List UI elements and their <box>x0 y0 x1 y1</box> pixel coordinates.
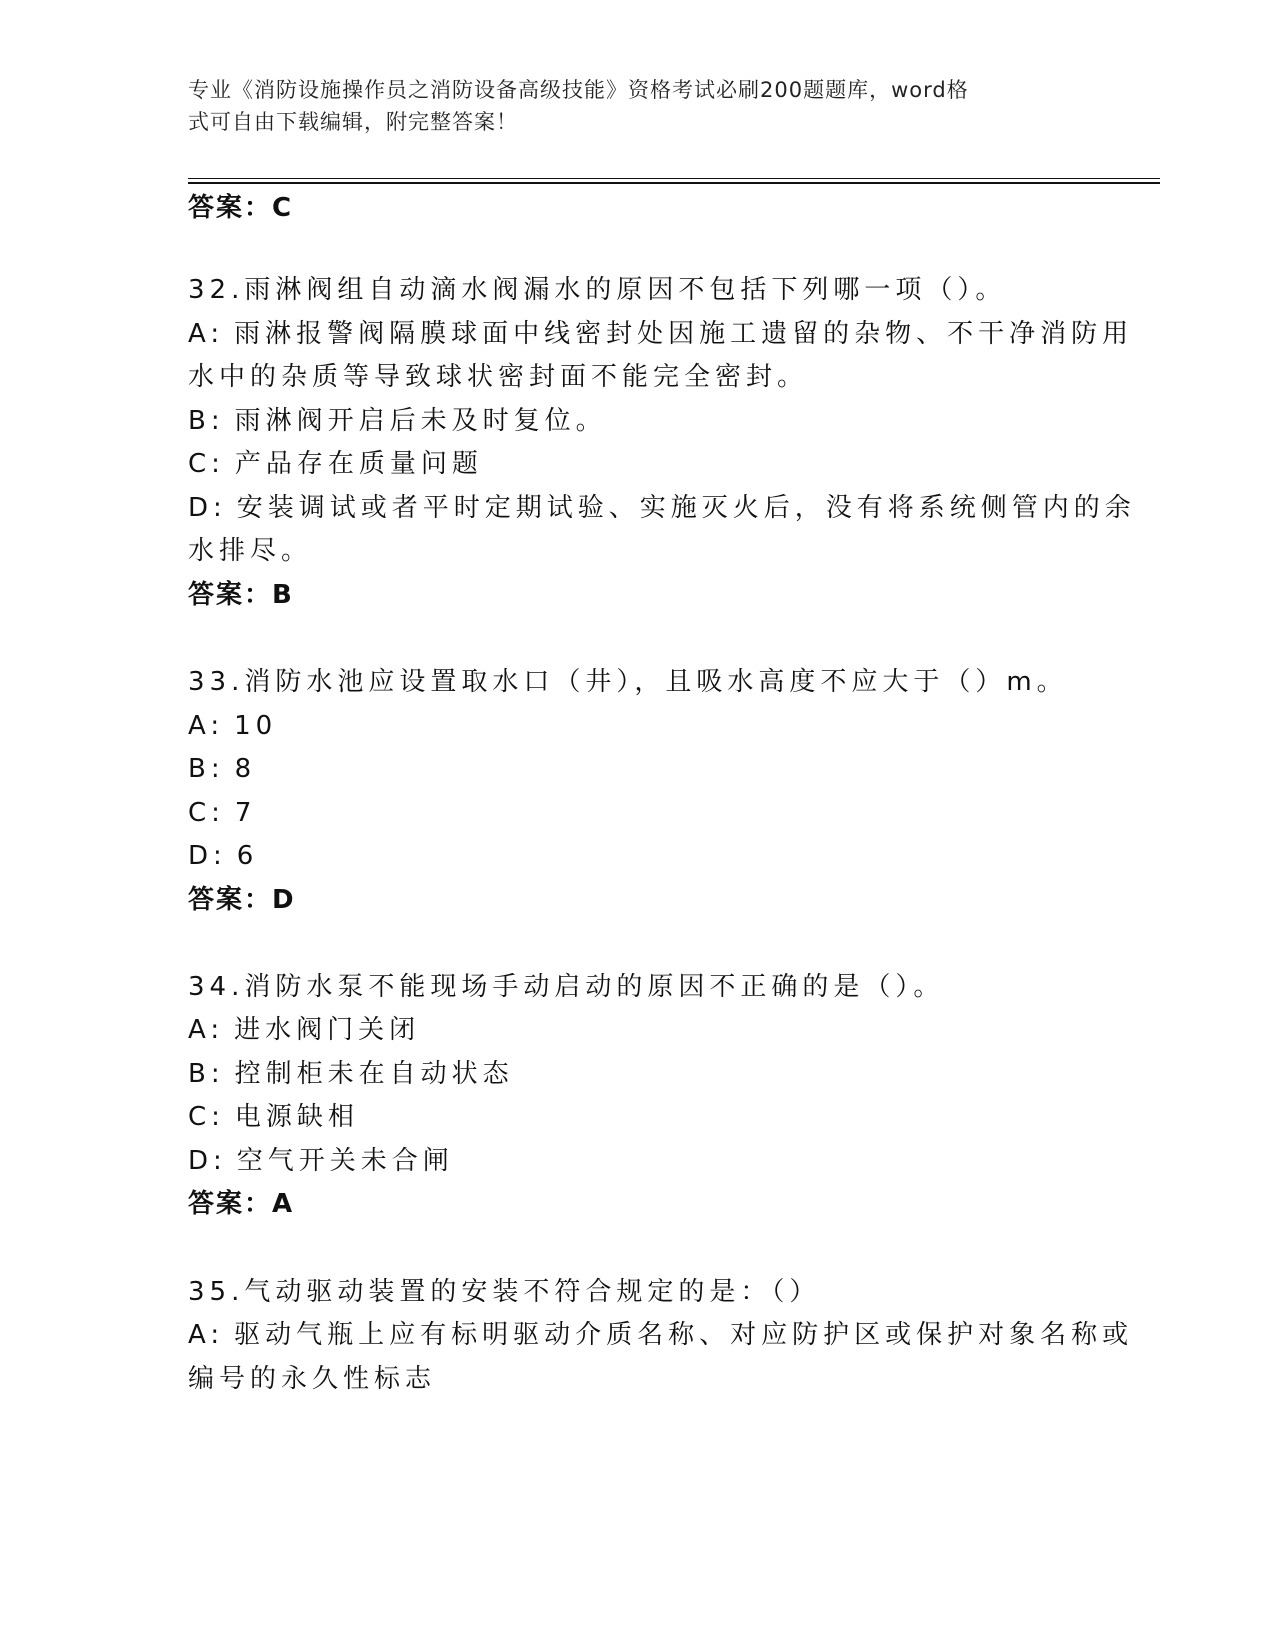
question-34-stem: 34.消防水泵不能现场手动启动的原因不正确的是（）。 <box>188 972 945 1002</box>
header-line-1: 专业《消防设施操作员之消防设备高级技能》资格考试必刷200题题库，word格 <box>188 78 969 102</box>
question-34-option-c <box>188 1102 359 1132</box>
option-key: B: <box>188 406 225 436</box>
question-33-option-b <box>188 754 256 784</box>
option-key: B: <box>188 1059 225 1089</box>
question-32-option-a-continued: 水中的杂质等导致球状密封面不能完全密封。 <box>188 362 809 392</box>
question-35-stem: 35.气动驱动装置的安装不符合规定的是：（） <box>188 1277 821 1307</box>
option-text: 驱动气瓶上应有标明驱动介质名称、对应防护区或保护对象名称或 <box>234 1320 1134 1350</box>
previous-answer: 答案：C <box>188 193 294 223</box>
option-text: 进水阀门关闭 <box>234 1015 421 1045</box>
option-key: A: <box>188 319 225 349</box>
option-key: D: <box>188 493 227 523</box>
option-key: D: <box>188 841 227 871</box>
option-text: 空气开关未合闸 <box>236 1146 454 1176</box>
question-33-option-d <box>188 841 258 871</box>
question-32-option-c <box>188 449 483 479</box>
option-key: A: <box>188 1320 225 1350</box>
option-text: 控制柜未在自动状态 <box>234 1059 514 1089</box>
option-text: 7 <box>234 798 257 828</box>
option-text: 8 <box>234 754 257 784</box>
header-rule-bottom <box>188 182 1160 184</box>
question-34-option-a <box>188 1015 420 1045</box>
question-35-option-a <box>188 1320 1133 1350</box>
question-33-answer: 答案：D <box>188 885 296 915</box>
question-32-option-d-continued: 水排尽。 <box>188 536 313 566</box>
question-32-answer: 答案：B <box>188 580 294 610</box>
option-text: 产品存在质量问题 <box>234 449 483 479</box>
option-text: 雨淋报警阀隔膜球面中线密封处因施工遗留的杂物、不干净消防用 <box>234 319 1134 349</box>
option-key: C: <box>188 1102 225 1132</box>
question-32-option-d <box>188 493 1136 523</box>
question-35-option-a-continued: 编号的永久性标志 <box>188 1364 437 1394</box>
option-key: C: <box>188 798 225 828</box>
question-33-option-c <box>188 798 256 828</box>
header-line-2: 式可自由下载编辑，附完整答案！ <box>188 110 518 134</box>
option-text: 10 <box>234 711 278 741</box>
question-32-option-a <box>188 319 1133 349</box>
question-32-stem: 32.雨淋阀组自动滴水阀漏水的原因不包括下列哪一项（）。 <box>188 275 1007 305</box>
option-key: C: <box>188 449 225 479</box>
question-34-answer: 答案：A <box>188 1189 295 1219</box>
question-32-option-b <box>188 406 607 436</box>
option-key: B: <box>188 754 225 784</box>
header-rule-top <box>188 178 1160 179</box>
option-key: A: <box>188 1015 225 1045</box>
option-key: A: <box>188 711 225 741</box>
question-34-option-d <box>188 1146 454 1176</box>
option-text: 安装调试或者平时定期试验、实施灭火后，没有将系统侧管内的余 <box>236 493 1136 523</box>
option-text: 雨淋阀开启后未及时复位。 <box>234 406 607 436</box>
question-33-option-a <box>188 711 277 741</box>
question-33-stem: 33.消防水池应设置取水口（井），且吸水高度不应大于（）m。 <box>188 667 1068 697</box>
question-34-option-b <box>188 1059 514 1089</box>
option-text: 6 <box>236 841 259 871</box>
document-header <box>188 74 1088 138</box>
option-key: D: <box>188 1146 227 1176</box>
option-text: 电源缺相 <box>234 1102 359 1132</box>
